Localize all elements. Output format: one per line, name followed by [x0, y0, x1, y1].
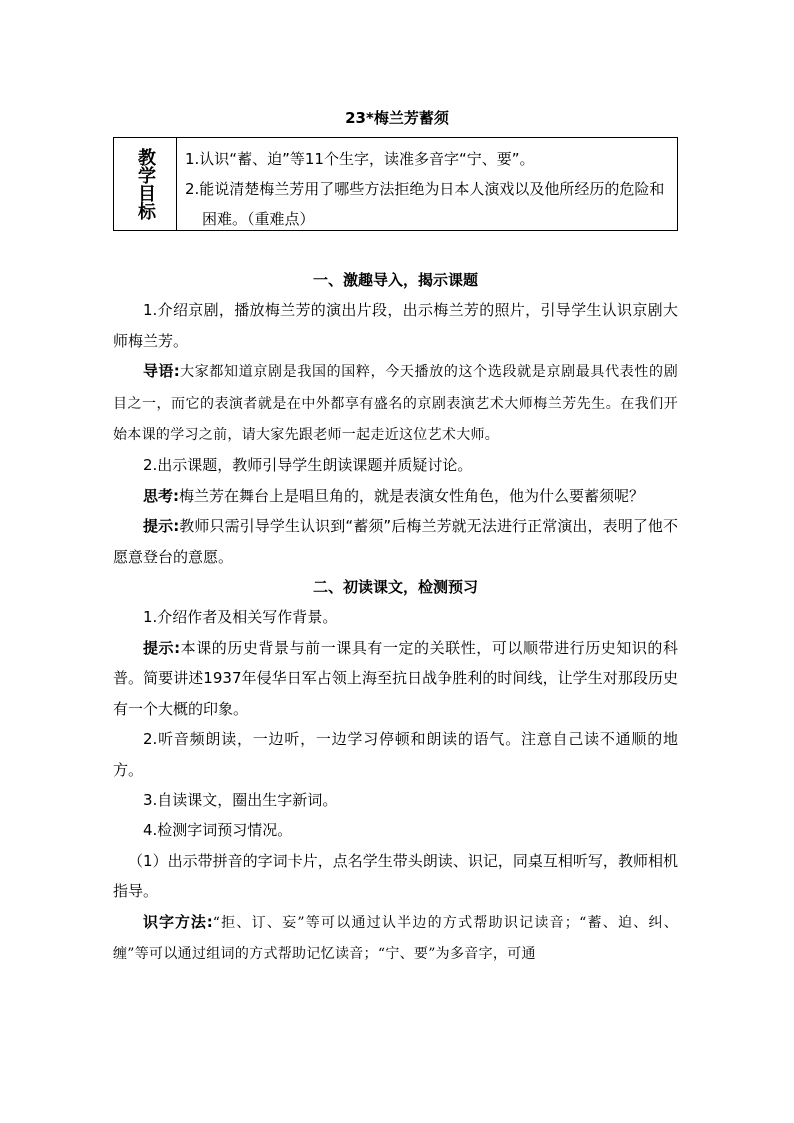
teaching-goals-list [177, 138, 677, 230]
method-label: 识字方法: [143, 912, 213, 931]
hint-text-2: 本课的历史背景与前一课具有一定的关联性，可以顺带进行历史知识的科普。简要讲述1937年侵华日军占领上海至抗日战争胜利的时间线，让学生对那段历史有一个大概的印象。 [113, 638, 678, 718]
section-2-hint [113, 633, 678, 724]
section-2-sub-1: （1）出示带拼音的字词卡片，点名学生带头朗读、识记，同桌互相听写，教师相机指导。 [113, 851, 678, 901]
lesson-body [113, 265, 678, 969]
think-label: 思考: [143, 486, 179, 505]
teaching-goals-table [113, 137, 678, 231]
hint-text: 教师只需引导学生认识到“蓄须”后梅兰芳就无法进行正常演出，表明了他不愿意登台的意愿。 [113, 517, 679, 566]
section-1-guide [113, 356, 678, 450]
section-1-heading: 一、激趣导入，揭示课题 [312, 271, 478, 289]
lesson-title: 23*梅兰芳蓄须 [345, 109, 449, 127]
think-text: 梅兰芳在舞台上是唱旦角的，就是表演女性角色，他为什么要蓄须呢？ [179, 486, 645, 505]
section-2-heading: 二、初读课文，检测预习 [312, 578, 478, 597]
hint-label-2: 提示: [143, 638, 181, 657]
goal-item-2: 2.能说清楚梅兰芳用了哪些方法拒绝为日本人演戏以及他所经历的危险和困难。（重难点） [185, 180, 665, 228]
section-2-method [113, 907, 678, 970]
method-text: “拒、订、妄”等可以通过认半边的方式帮助识记读音；“蓄、迫、纠、缠”等可以通过组词的方式帮助记忆读音；“宁、要”为多音字，可通 [113, 914, 679, 962]
teaching-goals-label-cell [114, 138, 177, 230]
goal-item-1: 1.认识“蓄、迫”等11个生字，读准多音字“宁、要”。 [185, 150, 535, 168]
section-1-hint [113, 511, 678, 572]
section-1-think [113, 481, 678, 511]
section-2-step-3: 3.自读课文，圈出生字新词。 [143, 790, 338, 809]
section-2-step-1: 1.介绍作者及相关写作背景。 [143, 608, 338, 627]
hint-label: 提示: [143, 517, 180, 536]
section-1-step-2: 2.出示课题，教师引导学生朗读课题并质疑讨论。 [143, 456, 473, 475]
teaching-goals-label: 教学目标 [135, 148, 156, 220]
guide-label: 导语: [143, 362, 180, 381]
guide-text: 大家都知道京剧是我国的国粹，今天播放的这个选段就是京剧最具代表性的剧目之一，而它的表演者就是在中外都享有盛名的京剧表演艺术大师梅兰芳先生。在我们开始本课的学习之前，请大家先跟老师一起走近这位艺术大师。 [113, 364, 679, 444]
section-1-step-1: 1.介绍京剧，播放梅兰芳的演出片段，出示梅兰芳的照片，引导学生认识京剧大师梅兰芳。 [113, 301, 678, 350]
section-2-step-4: 4.检测字词预习情况。 [143, 821, 293, 840]
section-2-step-2: 2.听音频朗读，一边听，一边学习停顿和朗读的语气。注意自己读不通顺的地方。 [113, 730, 678, 779]
